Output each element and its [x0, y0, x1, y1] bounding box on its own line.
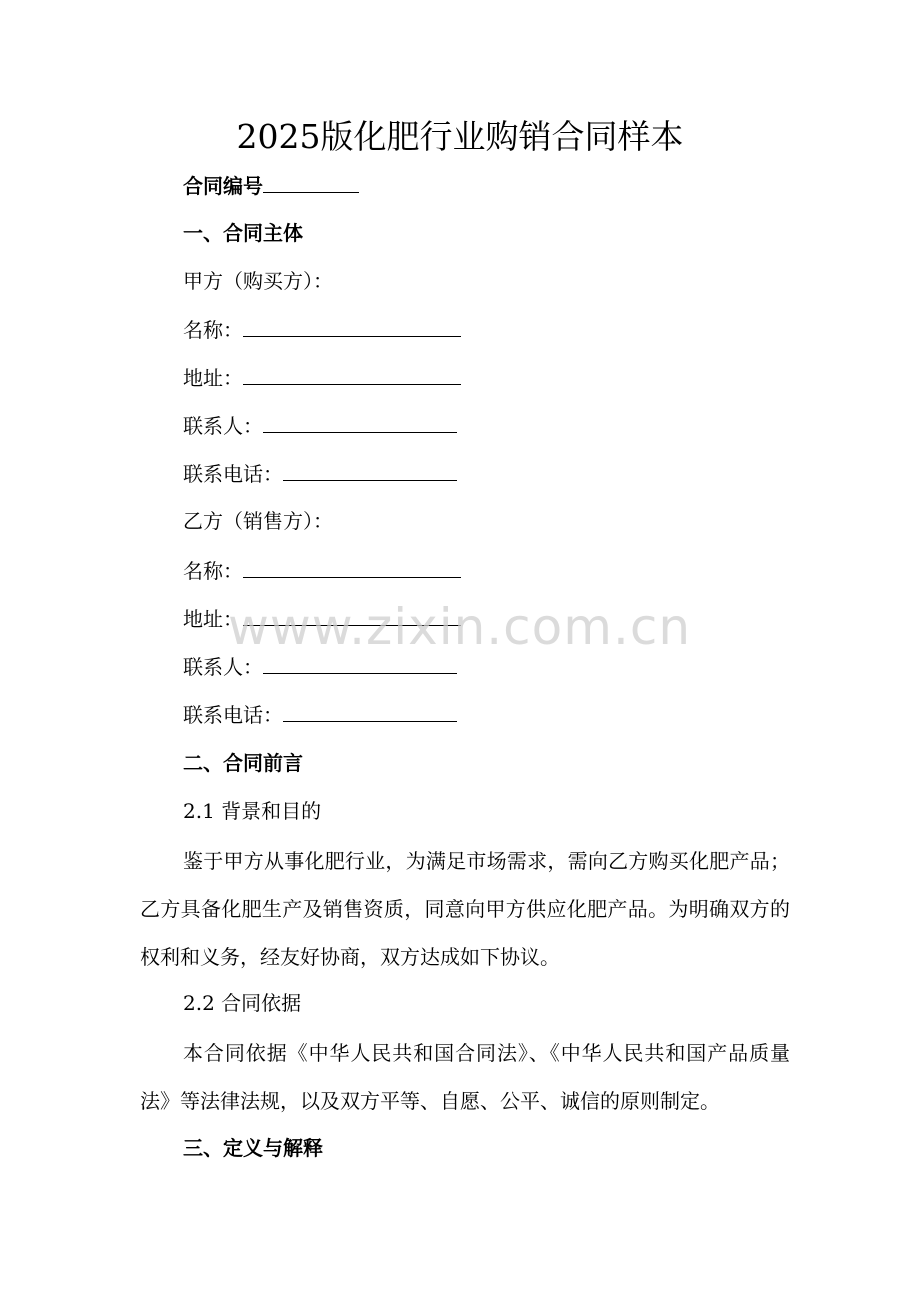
subsection-2-1-paragraph: 鉴于甲方从事化肥行业，为满足市场需求，需向乙方购买化肥产品；乙方具备化肥生产及销售资质，同意向甲方供应化肥产品。为明确双方的权利和义务，经友好协商，双方达成如下协议。 — [140, 849, 790, 969]
party-b-phone-blank — [283, 699, 457, 722]
subsection-2-2-paragraph: 本合同依据《中华人民共和国合同法》、《中华人民共和国产品质量法》等法律法规，以及双方平等、自愿、公平、诚信的原则制定。 — [140, 1041, 790, 1113]
party-b-name-blank — [243, 555, 461, 578]
party-a-name-blank — [243, 314, 461, 337]
party-a-contact-blank — [263, 410, 457, 433]
party-a-phone-line — [183, 458, 457, 489]
party-b-name-label: 名称： — [183, 559, 243, 583]
contract-number-label: 合同编号 — [183, 174, 263, 198]
party-a-name-line — [183, 314, 461, 345]
party-a-phone-blank — [283, 458, 457, 481]
party-a-phone-label: 联系电话： — [183, 462, 283, 486]
party-b-name-line — [183, 555, 461, 586]
section-1-heading: 一、合同主体 — [183, 221, 303, 245]
party-b-phone-line — [183, 699, 457, 730]
party-b-contact-label: 联系人： — [183, 655, 263, 679]
subsection-2-1-heading: 2.1 背景和目的 — [183, 799, 322, 823]
party-a-name-label: 名称： — [183, 318, 243, 342]
document-title: 2025版化肥行业购销合同样本 — [236, 117, 684, 156]
party-b-phone-label: 联系电话： — [183, 703, 283, 727]
contract-number-blank — [263, 170, 359, 193]
section-2-heading: 二、合同前言 — [183, 751, 303, 775]
party-a-address-blank — [243, 362, 461, 385]
party-a-heading: 甲方（购买方）： — [183, 269, 333, 293]
subsection-2-2-heading: 2.2 合同依据 — [183, 991, 302, 1015]
contract-number-line — [183, 170, 359, 201]
party-a-contact-line — [183, 410, 457, 441]
party-b-heading: 乙方（销售方）： — [183, 509, 333, 533]
watermark-text: www.zixin.com.cn — [228, 598, 692, 656]
party-a-contact-label: 联系人： — [183, 414, 263, 438]
party-b-address-label: 地址： — [183, 607, 243, 631]
party-a-address-line — [183, 362, 461, 393]
party-a-address-label: 地址： — [183, 366, 243, 390]
section-3-heading: 三、定义与解释 — [183, 1136, 323, 1160]
